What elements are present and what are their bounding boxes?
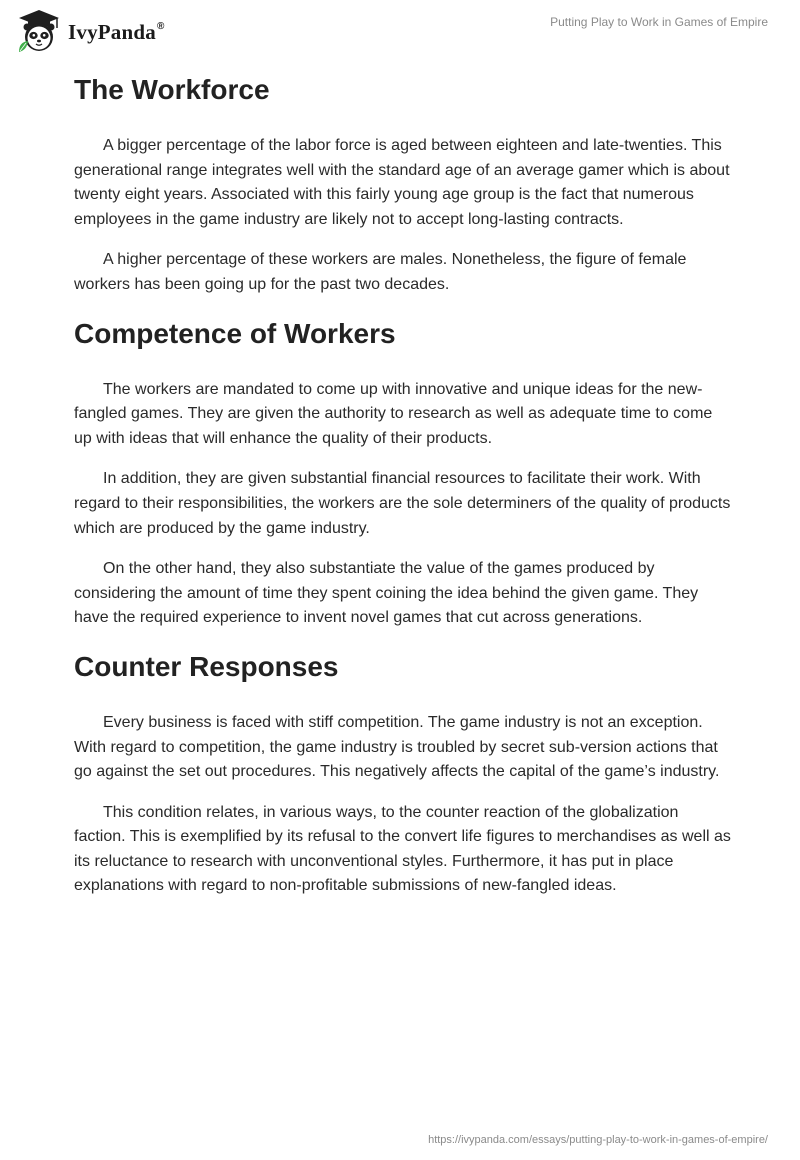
section-heading: Counter Responses: [74, 650, 339, 682]
section-competence-of-workers: [74, 314, 734, 631]
paragraph: A higher percentage of these workers are males. Nonetheless, the figure of female workers has been going up for the past two decades.: [74, 251, 687, 293]
brand-name: IvyPanda®: [68, 19, 165, 44]
source-url[interactable]: https://ivypanda.com/essays/putting-play-to-work-in-games-of-empire/: [428, 1134, 768, 1146]
running-title: Putting Play to Work in Games of Empire: [550, 15, 768, 29]
paragraph: On the other hand, they also substantiate the value of the games produced by considering the amount of time they spent coining the idea behind the given game. They have the required experience to invent novel games that cut across generations.: [74, 560, 699, 627]
paragraph: The workers are mandated to come up with innovative and unique ideas for the new-fangled games. They are given the authority to research as well as adequate time to come up with ideas that will enhance the quality of their products.: [74, 380, 713, 447]
ivypanda-logo[interactable]: [16, 8, 165, 54]
panda-graduate-icon: [16, 8, 62, 54]
page-header: [0, 0, 800, 60]
section-counter-responses: [74, 647, 734, 899]
section-workforce: [74, 70, 734, 298]
essay-content: [74, 70, 734, 915]
paragraph: A bigger percentage of the labor force is aged between eighteen and late-twenties. This generational range integrates well with the standard age of an average gamer which is about twenty eight years. Associated with this fairly young age group is the fact that numerous employees in the game industry are likely not to accept long-lasting contracts.: [74, 137, 730, 228]
paragraph: Every business is faced with stiff competition. The game industry is not an exception. With regard to competition, the game industry is troubled by secret sub-version actions that go against the set out procedures. This negatively affects the capital of the game’s industry.: [74, 713, 720, 781]
section-heading: Competence of Workers: [74, 317, 396, 349]
paragraph: In addition, they are given substantial financial resources to facilitate their work. With regard to their responsibilities, the workers are the sole determiners of the quality of products which are produced by the game industry.: [74, 470, 731, 537]
registered-mark: ®: [156, 20, 165, 32]
section-heading: The Workforce: [74, 74, 270, 105]
paragraph: This condition relates, in various ways, to the counter reaction of the globalization faction. This is exemplified by its refusal to the convert life figures to merchandises as well as its reluctance to research with unconventional styles. Furthermore, it has put in place explanations with regard to non-profitable submissions of new-fangled ideas.: [74, 803, 731, 895]
